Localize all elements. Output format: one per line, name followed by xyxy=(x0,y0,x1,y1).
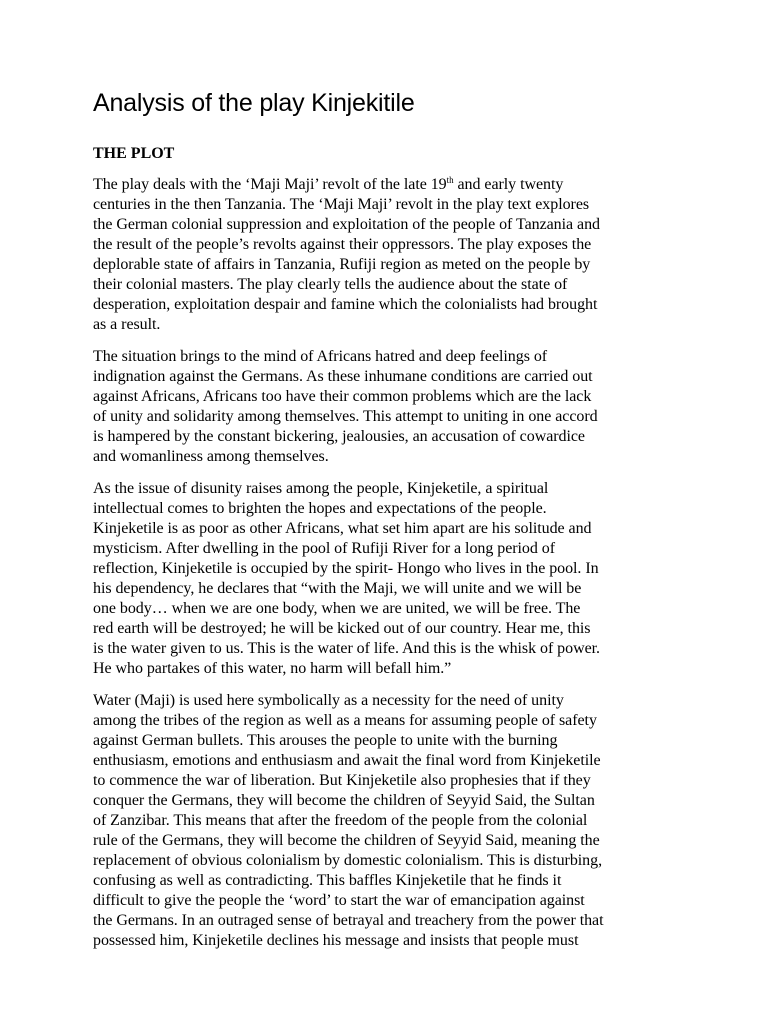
paragraph-line: against Africans, Africans too have their common problems which are the lack xyxy=(93,388,592,405)
paragraph-line: is hampered by the constant bickering, jealousies, an accusation of cowardice xyxy=(93,428,585,445)
paragraph-line: the German colonial suppression and exploitation of the people of Tanzania and xyxy=(93,216,600,233)
paragraph-line: his dependency, he declares that “with the Maji, we will unite and we will be xyxy=(93,580,582,597)
paragraph-line: to commence the war of liberation. But Kinjeketile also prophesies that if they xyxy=(93,772,591,789)
paragraph-line: desperation, exploitation despair and famine which the colonialists had brought xyxy=(93,296,598,313)
paragraph-line: enthusiasm, emotions and enthusiasm and await the final word from Kinjeketile xyxy=(93,752,601,769)
paragraph-line: mysticism. After dwelling in the pool of Rufiji River for a long period of xyxy=(93,540,556,557)
paragraph-line: against German bullets. This arouses the people to unite with the burning xyxy=(93,732,558,749)
paragraph-line: their colonial masters. The play clearly tells the audience about the state of xyxy=(93,276,568,293)
paragraph-line: conquer the Germans, they will become the children of Seyyid Said, the Sultan xyxy=(93,792,595,809)
paragraph-line xyxy=(93,175,680,195)
paragraph-line: indignation against the Germans. As these inhumane conditions are carried out xyxy=(93,368,593,385)
line-text: The play deals with the ‘Maji Maji’ revolt of the late 19 xyxy=(93,176,447,193)
paragraph-line: red earth will be destroyed; he will be kicked out of our country. Hear me, this xyxy=(93,620,591,637)
paragraph-line: replacement of obvious colonialism by domestic colonialism. This is disturbing, xyxy=(93,852,603,869)
paragraph-line: the result of the people’s revolts against their oppressors. The play exposes the xyxy=(93,236,592,253)
paragraph-line: As the issue of disunity raises among the people, Kinjeketile, a spiritual xyxy=(93,480,549,497)
paragraph-3 xyxy=(93,479,680,679)
paragraph-line: is the water given to us. This is the water of life. And this is the whisk of power. xyxy=(93,640,600,657)
paragraph-line: Kinjeketile is as poor as other Africans, what set him apart are his solitude and xyxy=(93,520,592,537)
paragraph-line: the Germans. In an outraged sense of betrayal and treachery from the power that xyxy=(93,912,604,929)
paragraph-line: Water (Maji) is used here symbolically as a necessity for the need of unity xyxy=(93,692,564,709)
paragraph-line: reflection, Kinjeketile is occupied by the spirit- Hongo who lives in the pool. In xyxy=(93,560,599,577)
paragraph-line: of Zanzibar. This means that after the freedom of the people from the colonial xyxy=(93,812,588,829)
superscript-th: th xyxy=(446,175,454,185)
paragraph-line: intellectual comes to brighten the hopes and expectations of the people. xyxy=(93,500,547,517)
paragraph-1 xyxy=(93,175,680,335)
paragraph-line: among the tribes of the region as well as a means for assuming people of safety xyxy=(93,712,597,729)
paragraph-line: The situation brings to the mind of Africans hatred and deep feelings of xyxy=(93,348,548,365)
paragraph-line: confusing as well as contradicting. This baffles Kinjeketile that he finds it xyxy=(93,872,562,889)
paragraph-line: difficult to give the people the ‘word’ to start the war of emancipation against xyxy=(93,892,585,909)
section-heading-plot: THE PLOT xyxy=(93,145,175,162)
paragraph-line: one body… when we are one body, when we are united, we will be free. The xyxy=(93,600,581,617)
document-title: Analysis of the play Kinjekitile xyxy=(93,89,415,117)
paragraph-line: deplorable state of affairs in Tanzania, Rufiji region as meted on the people by xyxy=(93,256,591,273)
paragraph-2 xyxy=(93,347,680,467)
paragraph-line: as a result. xyxy=(93,316,161,333)
paragraph-line: and womanliness among themselves. xyxy=(93,448,329,465)
paragraph-line: rule of the Germans, they will become the children of Seyyid Said, meaning the xyxy=(93,832,600,849)
paragraph-line: of unity and solidarity among themselves. This attempt to uniting in one accord xyxy=(93,408,598,425)
paragraph-line: centuries in the then Tanzania. The ‘Maji Maji’ revolt in the play text explores xyxy=(93,196,590,213)
paragraph-4 xyxy=(93,691,680,951)
paragraph-line: He who partakes of this water, no harm will befall him.” xyxy=(93,660,452,677)
line-tail: and early twenty xyxy=(453,176,564,193)
paragraph-line: possessed him, Kinjeketile declines his message and insists that people must xyxy=(93,932,579,949)
